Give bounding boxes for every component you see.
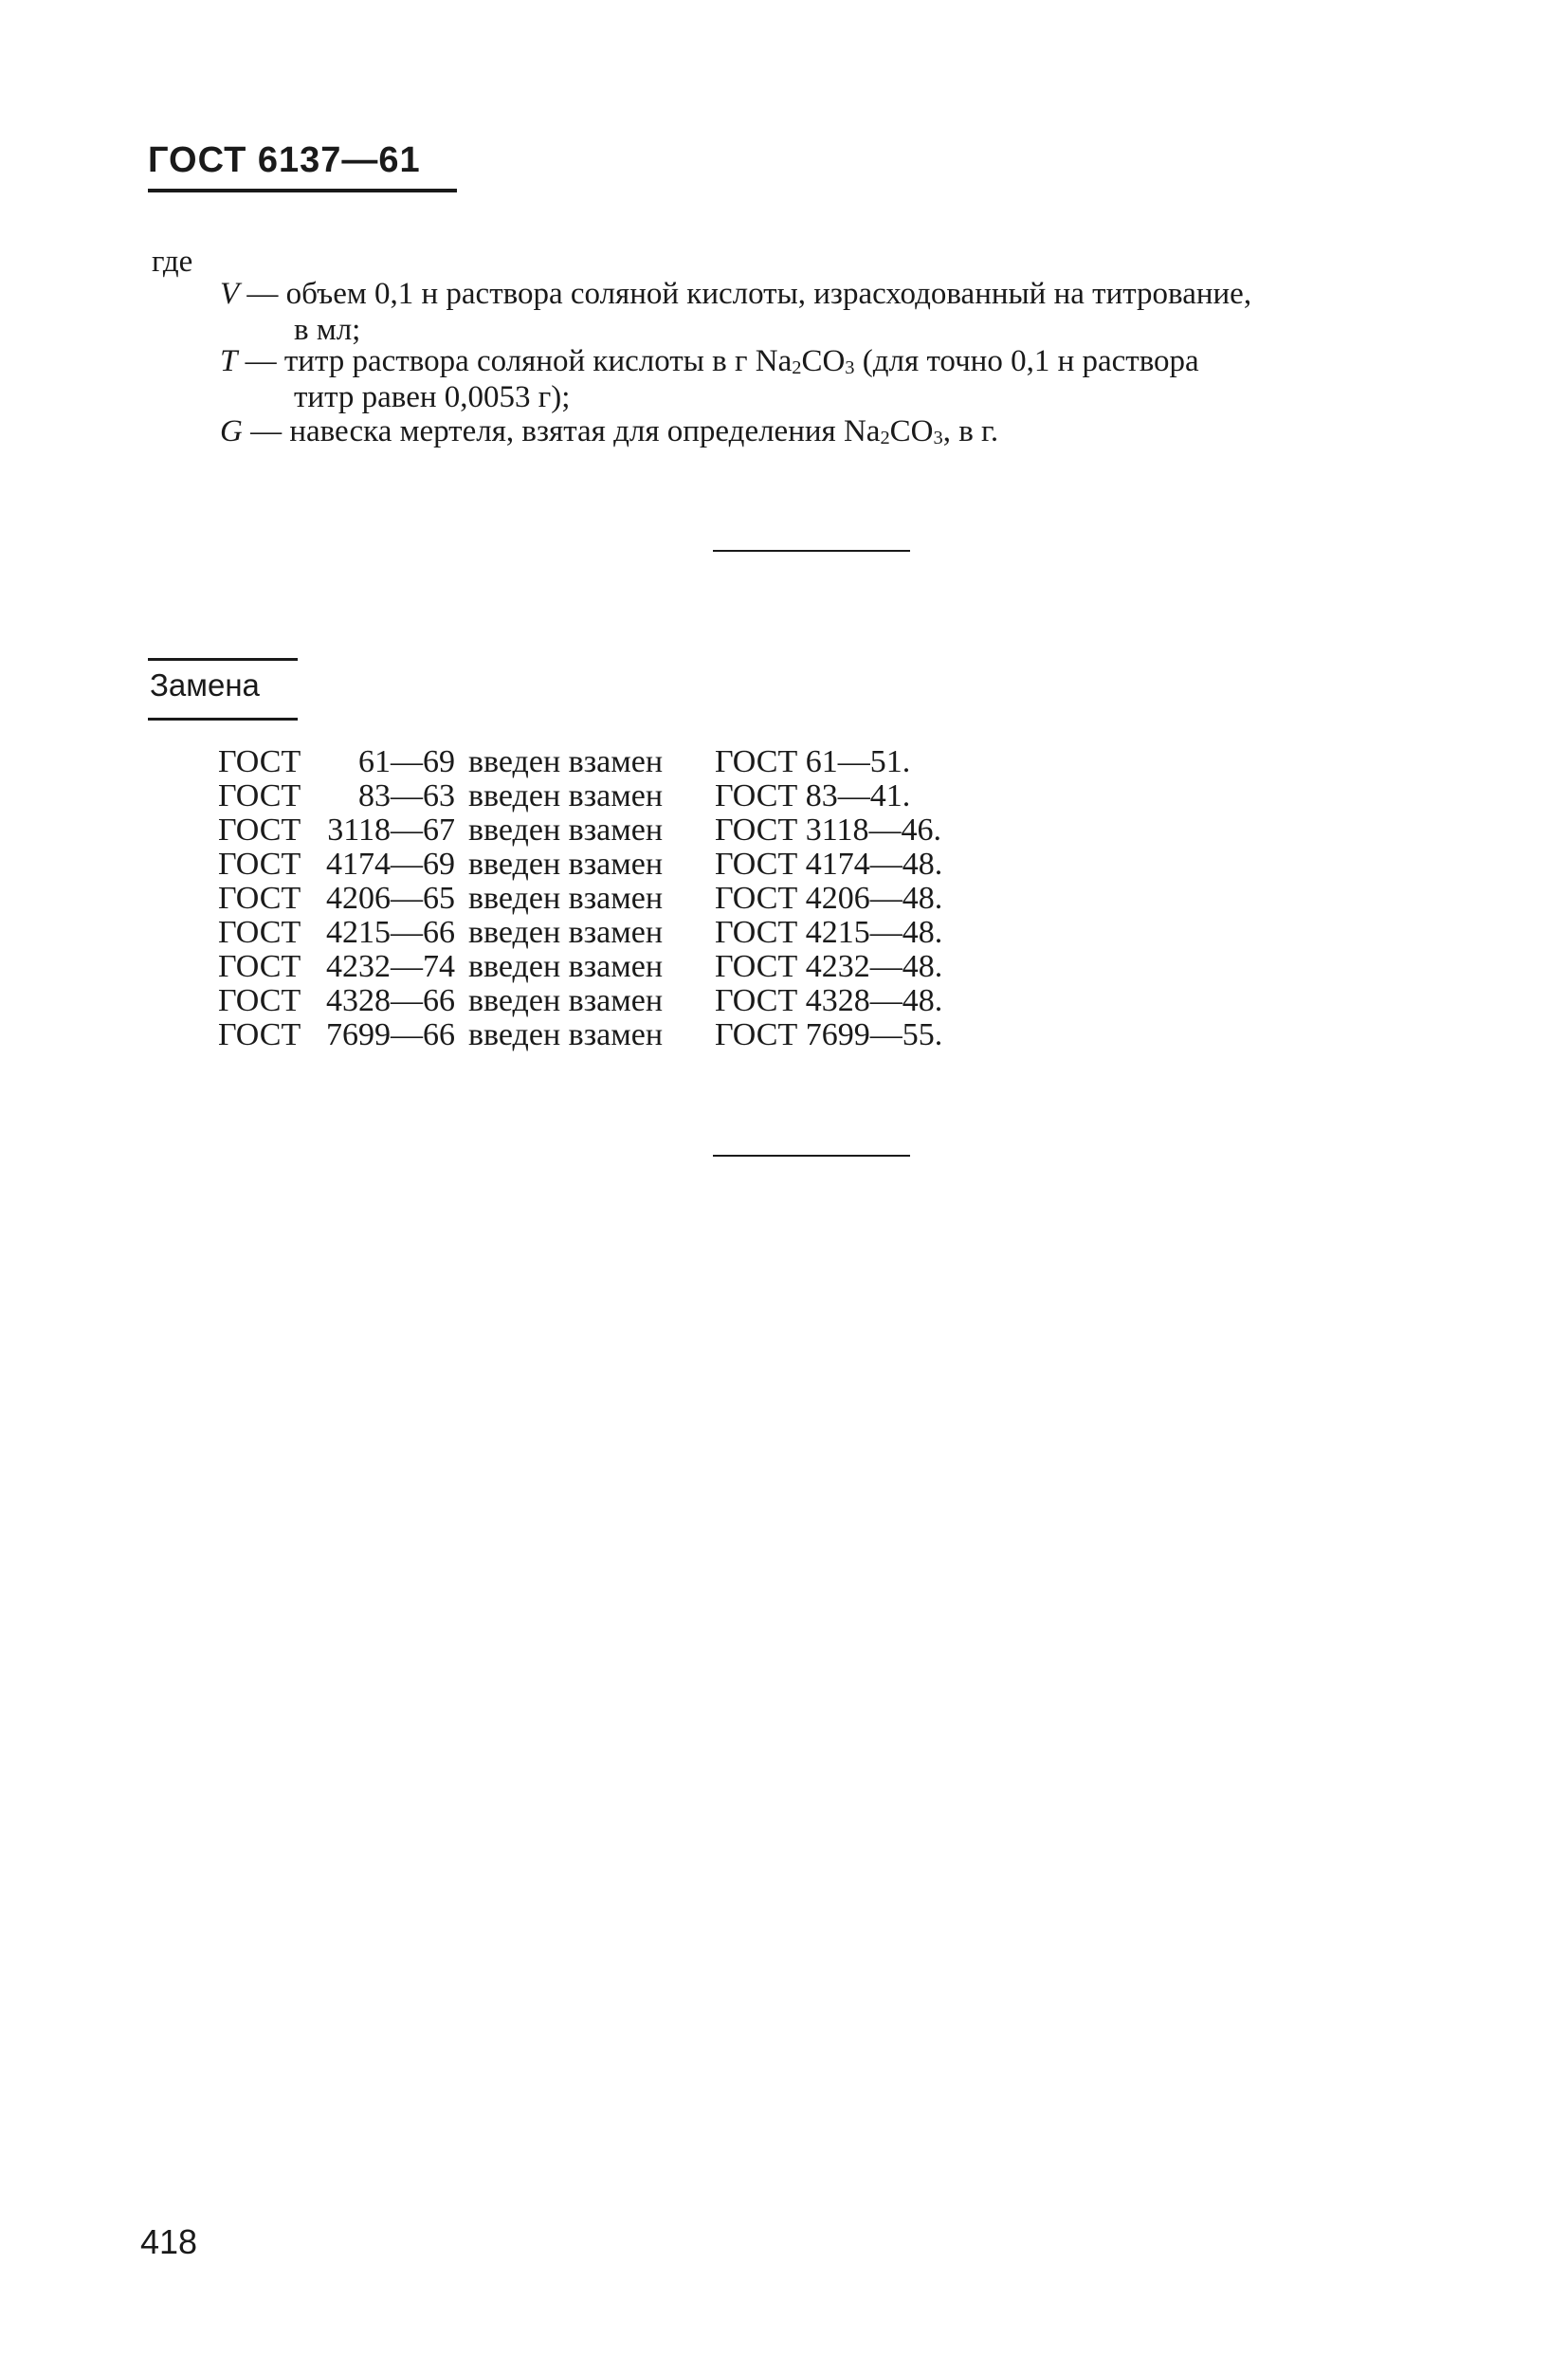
definition-g-subscript-1: 2 bbox=[880, 428, 890, 449]
replacement-number: 83—63 bbox=[358, 778, 455, 813]
page-number: 418 bbox=[140, 2222, 198, 2261]
replacement-prefix: ГОСТ bbox=[218, 847, 301, 882]
replacement-old: ГОСТ 4328—48. bbox=[715, 983, 943, 1018]
definition-v-symbol: V bbox=[220, 277, 240, 311]
definition-t-subscript-1: 2 bbox=[792, 357, 802, 379]
replacement-number: 4328—66 bbox=[326, 983, 455, 1018]
replacement-prefix: ГОСТ bbox=[218, 813, 301, 848]
replacement-old: ГОСТ 4206—48. bbox=[715, 881, 943, 916]
replacement-list bbox=[218, 745, 942, 1052]
replacement-verb: введен взамен bbox=[468, 813, 664, 848]
replacement-number: 61—69 bbox=[358, 744, 455, 779]
replacement-prefix: ГОСТ bbox=[218, 1017, 301, 1052]
replacement-number: 4232—74 bbox=[326, 949, 455, 984]
definition-v-text: — объем 0,1 н раствора соляной кислоты, израсходованный на титрование, bbox=[246, 277, 1252, 311]
replacement-verb: введен взамен bbox=[468, 1017, 664, 1052]
definition-g-text-b: CO bbox=[889, 414, 934, 448]
replacement-title-top-rule bbox=[148, 658, 298, 661]
definition-t-text-c: (для точно 0,1 н раствора bbox=[854, 344, 1199, 378]
definition-g-text-a: — навеска мертеля, взятая для определения Na bbox=[250, 414, 881, 448]
replacement-prefix: ГОСТ bbox=[218, 949, 301, 984]
replacement-number: 4174—69 bbox=[326, 847, 455, 882]
replacement-number: 4206—65 bbox=[326, 881, 455, 916]
document-header-title: ГОСТ 6137—61 bbox=[148, 140, 421, 180]
replacement-prefix: ГОСТ bbox=[218, 744, 301, 779]
replacement-row bbox=[218, 813, 942, 848]
replacement-old: ГОСТ 3118—46. bbox=[715, 813, 941, 848]
replacement-prefix: ГОСТ bbox=[218, 915, 301, 950]
replacement-row bbox=[218, 950, 942, 984]
definition-t-line2: титр равен 0,0053 г); bbox=[294, 380, 571, 414]
replacement-row bbox=[218, 848, 942, 882]
replacement-verb: введен взамен bbox=[468, 983, 664, 1018]
replacement-row bbox=[218, 984, 942, 1018]
section-divider-1 bbox=[713, 550, 910, 552]
replacement-number: 7699—66 bbox=[326, 1017, 455, 1052]
replacement-row bbox=[218, 1018, 942, 1052]
definition-v-line2: в мл; bbox=[294, 313, 361, 347]
definition-t-text-a: — титр раствора соляной кислоты в г Na bbox=[245, 344, 793, 378]
replacement-prefix: ГОСТ bbox=[218, 983, 301, 1018]
replacement-row bbox=[218, 882, 942, 916]
replacement-section-title: Замена bbox=[150, 667, 260, 703]
definition-g-text-c: , в г. bbox=[942, 414, 999, 448]
replacement-prefix: ГОСТ bbox=[218, 881, 301, 916]
definition-g-line1 bbox=[220, 413, 998, 456]
definitions-intro: где bbox=[152, 245, 193, 279]
header-underline bbox=[148, 189, 457, 192]
replacement-number: 3118—67 bbox=[327, 813, 455, 848]
definition-t-subscript-2: 3 bbox=[845, 357, 855, 379]
replacement-row bbox=[218, 916, 942, 950]
replacement-prefix: ГОСТ bbox=[218, 778, 301, 813]
replacement-verb: введен взамен bbox=[468, 744, 664, 779]
replacement-verb: введен взамен bbox=[468, 778, 664, 813]
replacement-old: ГОСТ 4215—48. bbox=[715, 915, 943, 950]
replacement-row bbox=[218, 779, 942, 813]
definition-g-symbol: G bbox=[220, 414, 243, 448]
replacement-verb: введен взамен bbox=[468, 881, 664, 916]
replacement-verb: введен взамен bbox=[468, 949, 664, 984]
replacement-verb: введен взамен bbox=[468, 847, 664, 882]
definition-g-subscript-2: 3 bbox=[933, 428, 943, 449]
replacement-verb: введен взамен bbox=[468, 915, 664, 950]
replacement-old: ГОСТ 4174—48. bbox=[715, 847, 943, 882]
replacement-old: ГОСТ 61—51. bbox=[715, 744, 911, 779]
replacement-title-bottom-rule bbox=[148, 718, 298, 721]
definition-t-text-b: CO bbox=[801, 344, 846, 378]
replacement-old: ГОСТ 7699—55. bbox=[715, 1017, 943, 1052]
replacement-old: ГОСТ 83—41. bbox=[715, 778, 911, 813]
definition-v-line1 bbox=[220, 276, 1251, 312]
replacement-old: ГОСТ 4232—48. bbox=[715, 949, 943, 984]
definition-t-symbol: T bbox=[220, 344, 238, 378]
replacement-row bbox=[218, 745, 942, 779]
section-divider-2 bbox=[713, 1155, 910, 1157]
replacement-number: 4215—66 bbox=[326, 915, 455, 950]
